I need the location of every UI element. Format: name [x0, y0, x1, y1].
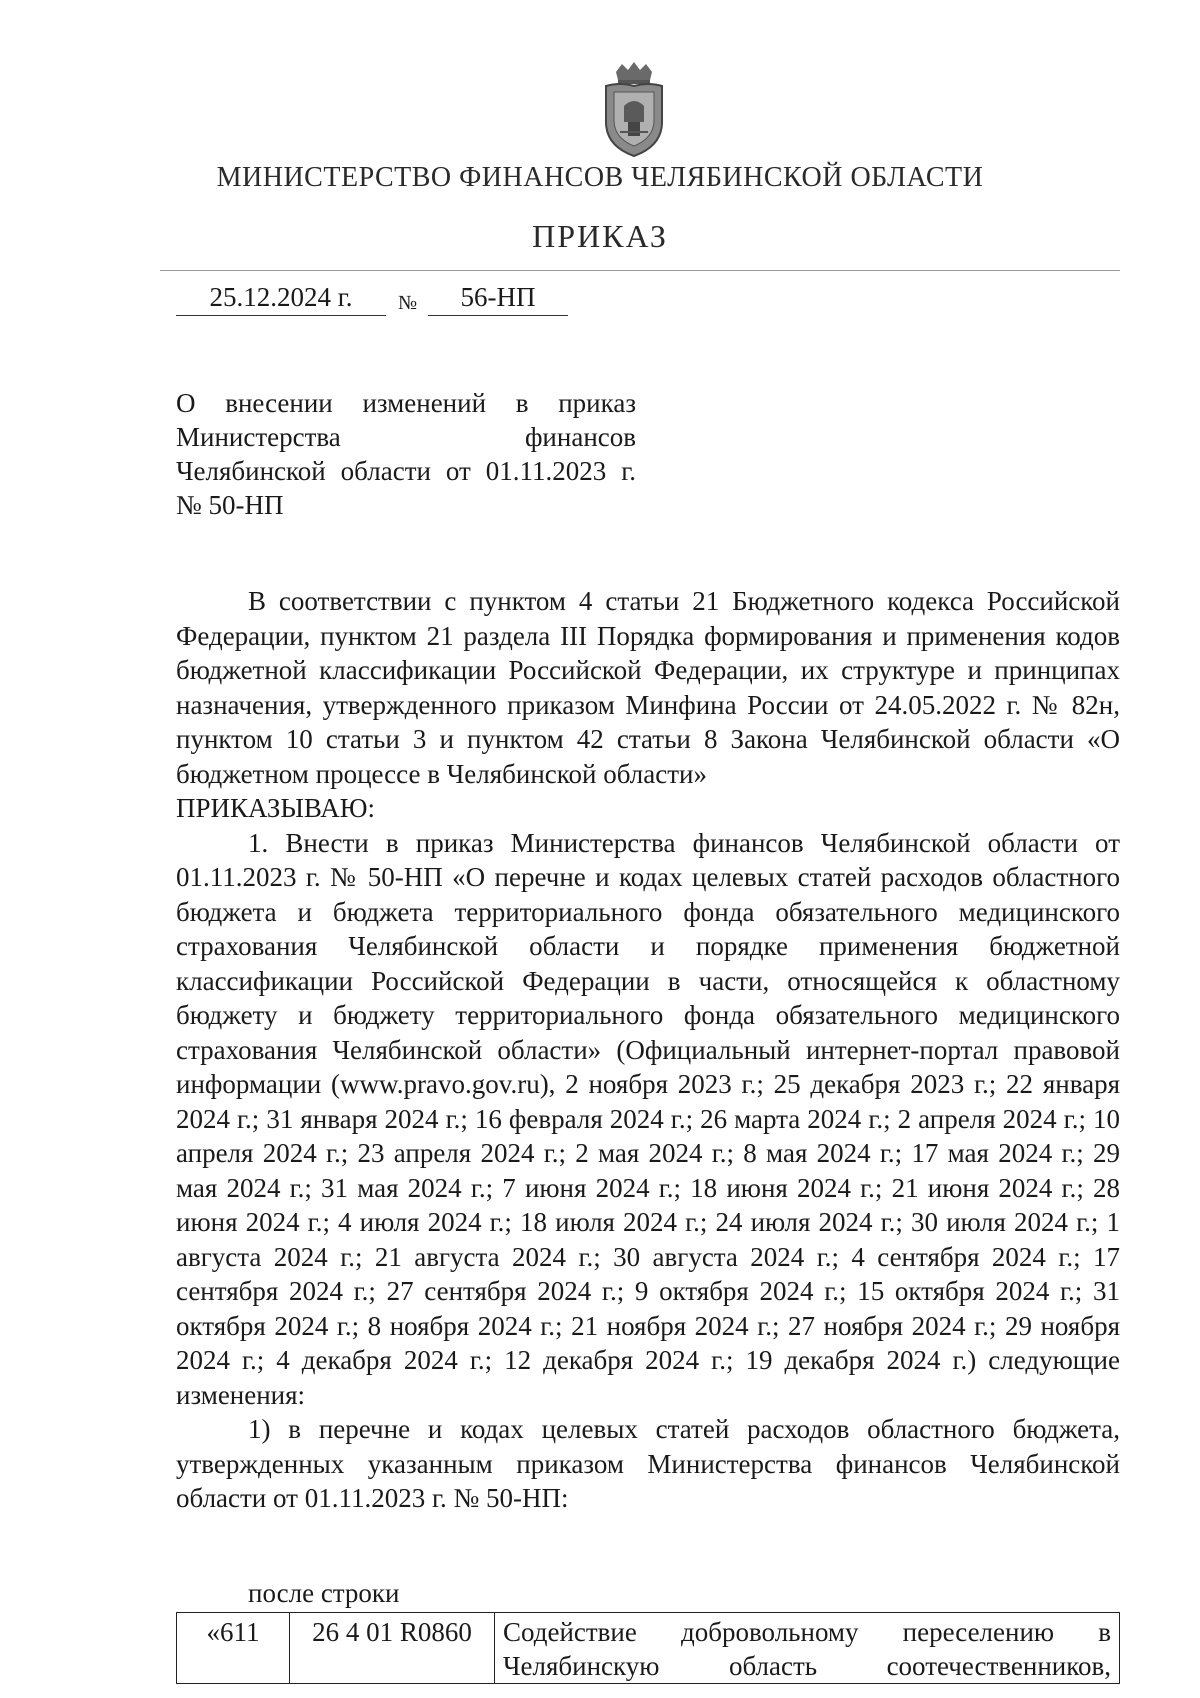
document-number: 56-НП	[428, 282, 568, 316]
preamble-paragraph: В соответствии с пунктом 4 статьи 21 Бюджетного кодекса Российской Федерации, пунктом 21 раздела III Порядка формирования и применения кодов бюджетной классификации Российской Федерации, их структуре и принципах назначения, утвержденного приказом Минфина России от 24.05.2022 г. № 82н, пунктом 10 статьи 3 и пунктом 42 статьи 8 Закона Челябинской области «О бюджетном процессе в Челябинской области»	[176, 586, 1120, 789]
subject-line: О внесении изменений в приказ	[176, 388, 636, 418]
after-row-label: после строки	[248, 1578, 400, 1608]
table-row	[177, 1613, 1120, 1684]
table-cell-target-article: 26 4 01 R0860	[290, 1613, 495, 1684]
description-line: Содействие добровольному переселению в	[503, 1617, 1111, 1647]
ministry-name: МИНИСТЕРСТВО ФИНАНСОВ ЧЕЛЯБИНСКОЙ ОБЛАСТИ	[216, 162, 984, 193]
subject-line: Челябинской области от 01.11.2023 г.	[176, 456, 636, 486]
code-table	[176, 1612, 1120, 1684]
header-divider	[160, 270, 1120, 271]
document-date: 25.12.2024 г.	[176, 282, 386, 316]
document-body	[176, 584, 1120, 1516]
document-subject	[176, 386, 636, 522]
number-sign: №	[398, 292, 418, 314]
subject-line: № 50-НП	[176, 490, 284, 520]
document-type: ПРИКАЗ	[532, 218, 668, 254]
description-line: Челябинскую область соотечественников,	[503, 1651, 1111, 1681]
order-word: ПРИКАЗЫВАЮ:	[176, 793, 375, 823]
subitem-1-paragraph: 1) в перечне и кодах целевых статей расходов областного бюджета, утвержденных указанным приказом Министерства финансов Челябинской области от 01.11.2023 г. № 50-НП:	[176, 1414, 1120, 1513]
coat-of-arms-icon	[602, 62, 666, 158]
table-cell-code: «611	[177, 1613, 290, 1684]
subject-line: Министерства финансов	[176, 422, 636, 452]
item-1-paragraph: 1. Внести в приказ Министерства финансов Челябинской области от 01.11.2023 г. № 50-НП «О перечне и кодах целевых статей расходов областного бюджета и бюджета территориального фонда обязательного медицинского страхования Челябинской области и порядке применения бюджетной классификации Российской Федерации в части, относящейся к областному бюджету и бюджету территориального фонда обязательного медицинского страхования Челябинской области» (Официальный интернет-портал правовой информации (www.pravo.gov.ru), 2 ноября 2023 г.; 25 декабря 2023 г.; 22 января 2024 г.; 31 января 2024 г.; 16 февраля 2024 г.; 26 марта 2024 г.; 2 апреля 2024 г.; 10 апреля 2024 г.; 23 апреля 2024 г.; 2 мая 2024 г.; 8 мая 2024 г.; 17 мая 2024 г.; 29 мая 2024 г.; 31 мая 2024 г.; 7 июня 2024 г.; 18 июня 2024 г.; 21 июня 2024 г.; 28 июня 2024 г.; 4 июля 2024 г.; 18 июля 2024 г.; 24 июля 2024 г.; 30 июля 2024 г.; 1 августа 2024 г.; 21 августа 2024 г.; 30 августа 2024 г.; 4 сентября 2024 г.; 17 сентября 2024 г.; 27 сентября 2024 г.; 9 октября 2024 г.; 15 октября 2024 г.; 31 октября 2024 г.; 8 ноября 2024 г.; 21 ноября 2024 г.; 27 ноября 2024 г.; 29 ноября 2024 г.; 4 декабря 2024 г.; 12 декабря 2024 г.; 19 декабря 2024 г.) следующие изменения:	[176, 827, 1120, 1410]
table-cell-description	[495, 1613, 1120, 1684]
